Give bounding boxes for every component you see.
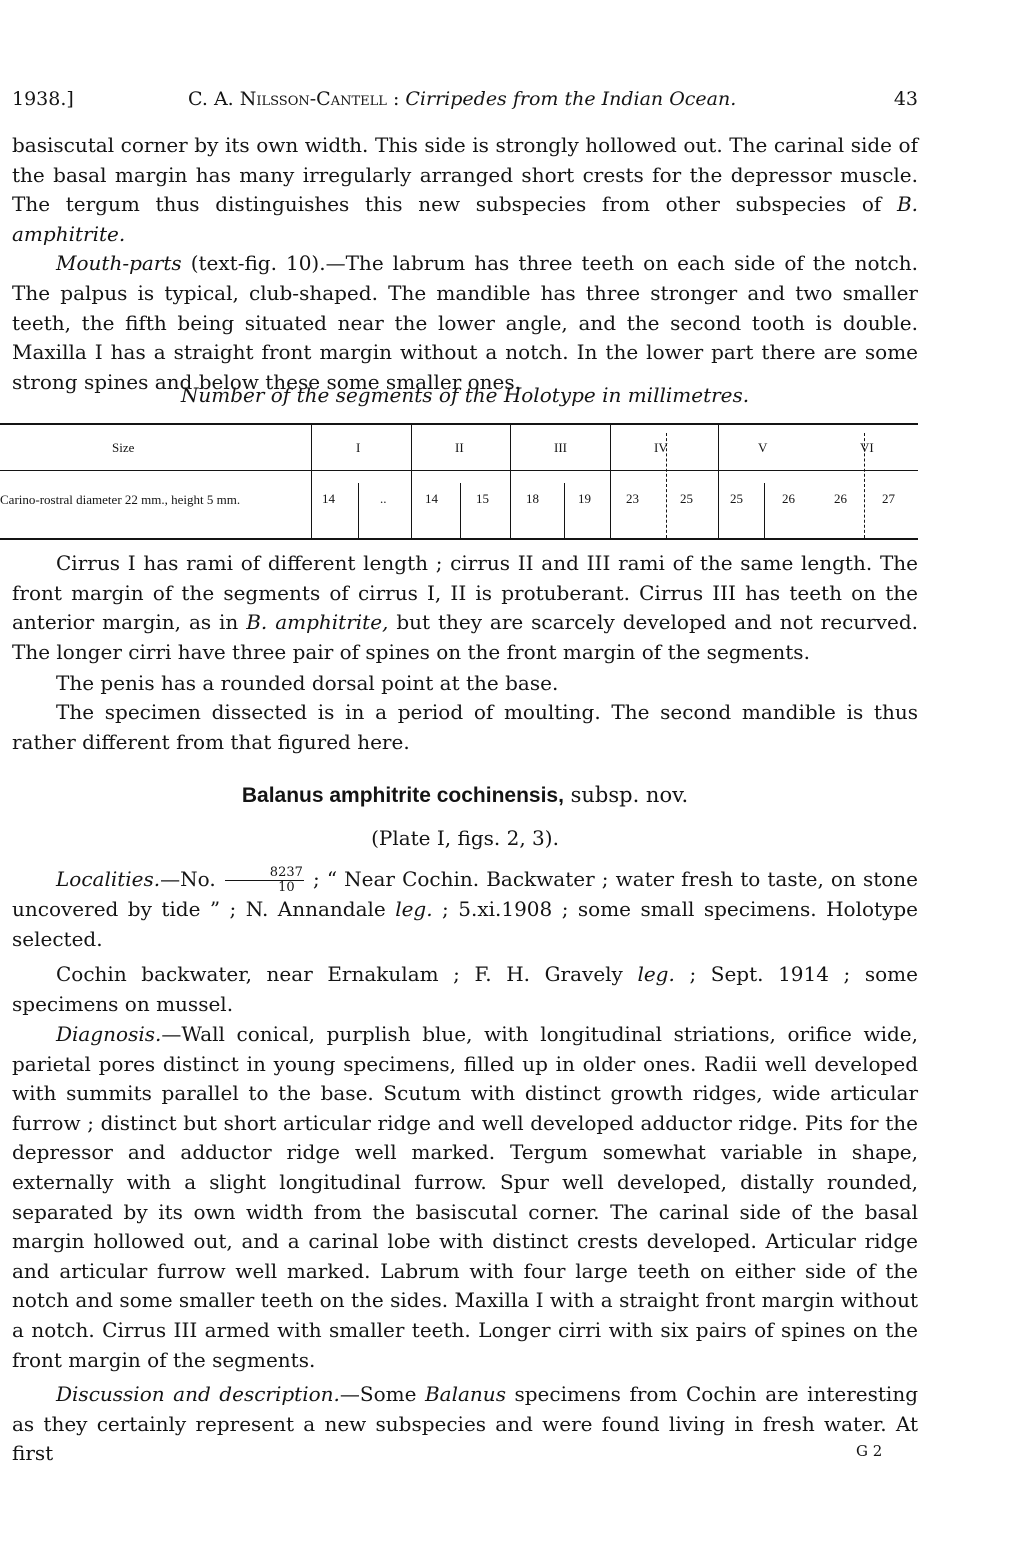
header-author: C. A. Nilsson-Cantell [188,88,387,110]
localities-no: —No. [160,867,223,891]
species-name: Balanus amphitrite cochinensis, [241,784,564,807]
species-heading [12,783,918,808]
header-col-II: II [455,440,464,455]
subcol-line-1 [358,483,359,538]
subcol-line-3 [564,483,565,538]
row-label: Carino-rostral diameter 22 mm., height 5 mm. [0,492,241,507]
cell-value: 18 [526,491,539,506]
header-size: Size [112,440,135,455]
table-caption: Number of the segments of the Holotype in millimetres. [180,383,750,407]
segments-table [0,423,918,541]
paragraph-tergum [12,131,918,397]
col-line-5 [718,425,719,538]
paragraph-cochin [12,960,918,1019]
cell-value: 25 [730,491,743,506]
discussion-text-b: specimens from Cochin are interesting as they certainly represent a new subspecies and were found living in fresh water. At first [12,1382,919,1466]
para2-s1: Cirrus I has rami of different length ; cirrus II and III rami of the same length. The front margin of the segments of cirrus I, II is protuberant. Cirrus III has teeth on the anterior margin, as in [12,551,918,635]
localities-label: Localities. [56,867,161,891]
col-line-4 [610,425,611,538]
cell-value: 14 [322,491,335,506]
paragraph-diagnosis [12,1020,918,1375]
diagnosis-text: —Wall conical, purplish blue, with longitudinal striations, orifice wide, parietal pores distinct in young specimens, filled up in older ones. Radii well developed with summits parallel to the base. Scutum with distinct growth ridges, wide articular furrow ; distinct but short articular ridge and well developed adductor ridge. Pits for the depressor and adductor ridge well marked. Tergum somewhat variable in shape, externally with a slight longitudinal furrow. Spur well developed, distally rounded, separated by its own width from the basiscutal corner. The carinal side of the basal margin hollowed out, and a carinal lobe with distinct crests developed. Articular ridge and articular furrow well marked. Labrum with four large teeth on either side of the notch and some smaller teeth on the sides. Maxilla I with a straight front margin without a notch. Cirrus III armed with smaller teeth. Longer cirri with six pairs of spines on the front margin of the segments. [12,1022,918,1372]
subcol-line-2 [460,483,461,538]
paragraph-penis: The penis has a rounded dorsal point at the base. [56,671,559,695]
header-title: C. A. Nilsson-Cantell : Cirripedes from the Indian Ocean. [188,88,737,110]
cell-value: 26 [834,491,847,506]
cochin-text-b: ; Sept. 1914 ; some specimens on mussel. [12,962,918,1016]
table-rule-top [0,423,918,425]
header-col-IV: IV [654,440,668,455]
col-line-3 [510,425,511,538]
paragraph-moulting: The specimen dissected is in a period of moulting. The second mandible is thus rather different from that figured here. [12,700,918,754]
cell-value: 27 [882,491,895,506]
discussion-text-a: —Some [339,1382,425,1406]
cochin-text-a: Cochin backwater, near Ernakulam ; F. H. Gravely [56,962,638,986]
catalogue-number-bottom: 10 [278,880,295,895]
header-journal-title: Cirripedes from the Indian Ocean. [405,88,737,110]
localities-text: ; “ Near Cochin. Backwater ; water fresh to taste, on stone uncovered by tide ” ; N. Annandale [12,867,918,921]
plate-reference: (Plate I, figs. 2, 3). [371,826,559,850]
paragraph-cirri [12,549,918,667]
discussion-genus: Balanus [424,1382,506,1406]
cell-value: 19 [578,491,591,506]
page-number: 43 [893,88,918,110]
header-col-I: I [356,440,361,455]
para1-species: B. amphitrite. [12,192,918,246]
discussion-label: Discussion and description. [56,1382,340,1406]
species-rank: subsp. nov. [563,783,689,807]
para1-text-a: basiscutal corner by its own width. This side is strongly hollowed out. The carinal side of the basal margin has many irregularly arranged short crests for the depressor muscle. The tergum thus distinguishes this new subspecies from other subspecies of [12,133,918,217]
cell-value: 25 [680,491,693,506]
cell-value: 26 [782,491,795,506]
diagnosis-label: Diagnosis. [56,1022,162,1046]
col-line-2 [411,425,412,538]
cell-value: 15 [476,491,489,506]
para2-species: B. amphitrite, [246,610,389,635]
col-line-1 [311,425,312,538]
para1-text-d: (text-fig. 10).—The labrum has three teeth on each side of the notch. The palpus is typical, club-shaped. The mandible has three stronger and two smaller teeth, the fifth being situated near the lower angle, and the second tooth is double. Maxilla I has a straight front margin without a notch. In the lower part there are some strong spines and below these some smaller ones. [12,251,918,394]
table-rule-bottom [0,538,918,540]
cell-value: 14 [425,491,438,506]
localities-text2: ; 5.xi.1908 ; some small specimens. Holotype selected. [12,897,918,951]
cell-value: 23 [626,491,639,506]
signature-mark: G 2 [856,1442,883,1460]
header-col-VI: VI [860,440,874,455]
header-col-III: III [554,440,567,455]
leg-abbrev-2: leg. [637,962,675,986]
header-year: 1938.] [12,88,74,110]
paragraph-discussion [12,1380,918,1469]
table-rule-mid [0,470,918,471]
running-header [12,88,918,114]
header-col-V: V [758,440,768,455]
cell-value: .. [380,491,387,506]
para2-s1c: but they are scarcely developed and not recurved. The longer cirri have three pair of spines on the front margin of the segments. [12,610,919,664]
subcol-line-5 [764,483,765,538]
leg-abbrev: leg. [395,897,433,921]
catalogue-number-top: 8237 [225,866,304,881]
paragraph-localities [12,865,918,954]
catalogue-number [225,866,304,895]
mouth-parts-label: Mouth-parts [56,251,182,276]
